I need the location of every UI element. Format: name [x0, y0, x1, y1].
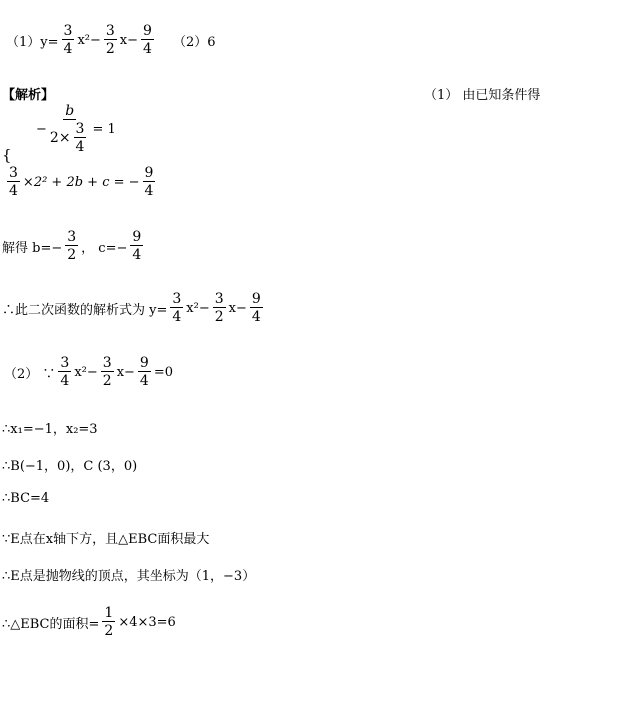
- fraction: $\frac{3}{2}$: [102, 355, 112, 389]
- because-line: ∵E点在x轴下方，且△EBC面积最大: [2, 532, 210, 547]
- system-eq2: [4, 166, 158, 198]
- fraction: $\frac{3}{2}$: [67, 229, 77, 263]
- fraction: $\frac{3}{4}$: [172, 291, 182, 325]
- expr-text: x−: [119, 32, 139, 48]
- answer-part1-label: （1）y=: [6, 34, 59, 50]
- points-line: ∴B(−1，0)，C (3，0): [2, 459, 138, 474]
- expr-text: =0: [153, 364, 174, 380]
- expr-text: −: [36, 121, 47, 137]
- fraction: $\frac{3}{2}$: [105, 23, 115, 57]
- vertex-line: ∴E点是抛物线的顶点，其坐标为（1，−3）: [2, 569, 256, 584]
- fraction: $\frac{9}{4}$: [139, 355, 149, 389]
- fraction: $\frac{1}{2}$: [104, 605, 114, 639]
- analysis-right-label: （1） 由已知条件得: [424, 88, 541, 103]
- analysis-title: 【解析】: [2, 88, 55, 103]
- expr-text: ， c=−: [81, 240, 128, 256]
- answer-line: [6, 24, 216, 56]
- part2-line: [4, 356, 173, 388]
- expr-text: ∴△EBC的面积=: [2, 616, 100, 632]
- solve-line: [2, 230, 146, 262]
- expr-text: x²−: [74, 364, 98, 380]
- system-brace: {: [2, 146, 12, 164]
- fraction: $\frac{9}{4}$: [143, 23, 152, 57]
- roots-line: ∴x₁=−1，x₂=3: [2, 422, 98, 437]
- expr-text: ×2² + 2b + c = −: [22, 174, 140, 190]
- answer-part2: （2）6: [172, 34, 216, 50]
- bc-line: ∴BC=4: [2, 491, 50, 506]
- expr-text: x−: [116, 364, 135, 380]
- expr-text: （2） ∵: [4, 366, 56, 382]
- fraction: b 2× $\frac{3}{4}$: [49, 103, 85, 155]
- fraction: $\frac{3}{2}$: [214, 291, 224, 325]
- expr-text: = 1: [92, 121, 116, 137]
- fraction: $\frac{9}{4}$: [251, 291, 261, 325]
- expr-text: ∴此二次函数的解析式为 y=: [2, 302, 168, 318]
- fraction: $\frac{9}{4}$: [132, 229, 142, 263]
- fraction: $\frac{3}{4}$: [9, 165, 18, 199]
- fraction: $\frac{9}{4}$: [144, 165, 154, 199]
- fraction: $\frac{3}{4}$: [60, 355, 70, 389]
- expression-line: [2, 292, 266, 324]
- fraction: $\frac{3}{4}$: [63, 23, 73, 57]
- expr-text: 解得 b=−: [2, 240, 63, 256]
- system-eq1: [36, 104, 116, 154]
- expr-text: ×4×3=6: [118, 614, 176, 630]
- area-line: [2, 606, 176, 638]
- expr-text: x−: [228, 300, 247, 316]
- expr-text: x²−: [186, 300, 210, 316]
- expr-text: x²−: [77, 32, 101, 48]
